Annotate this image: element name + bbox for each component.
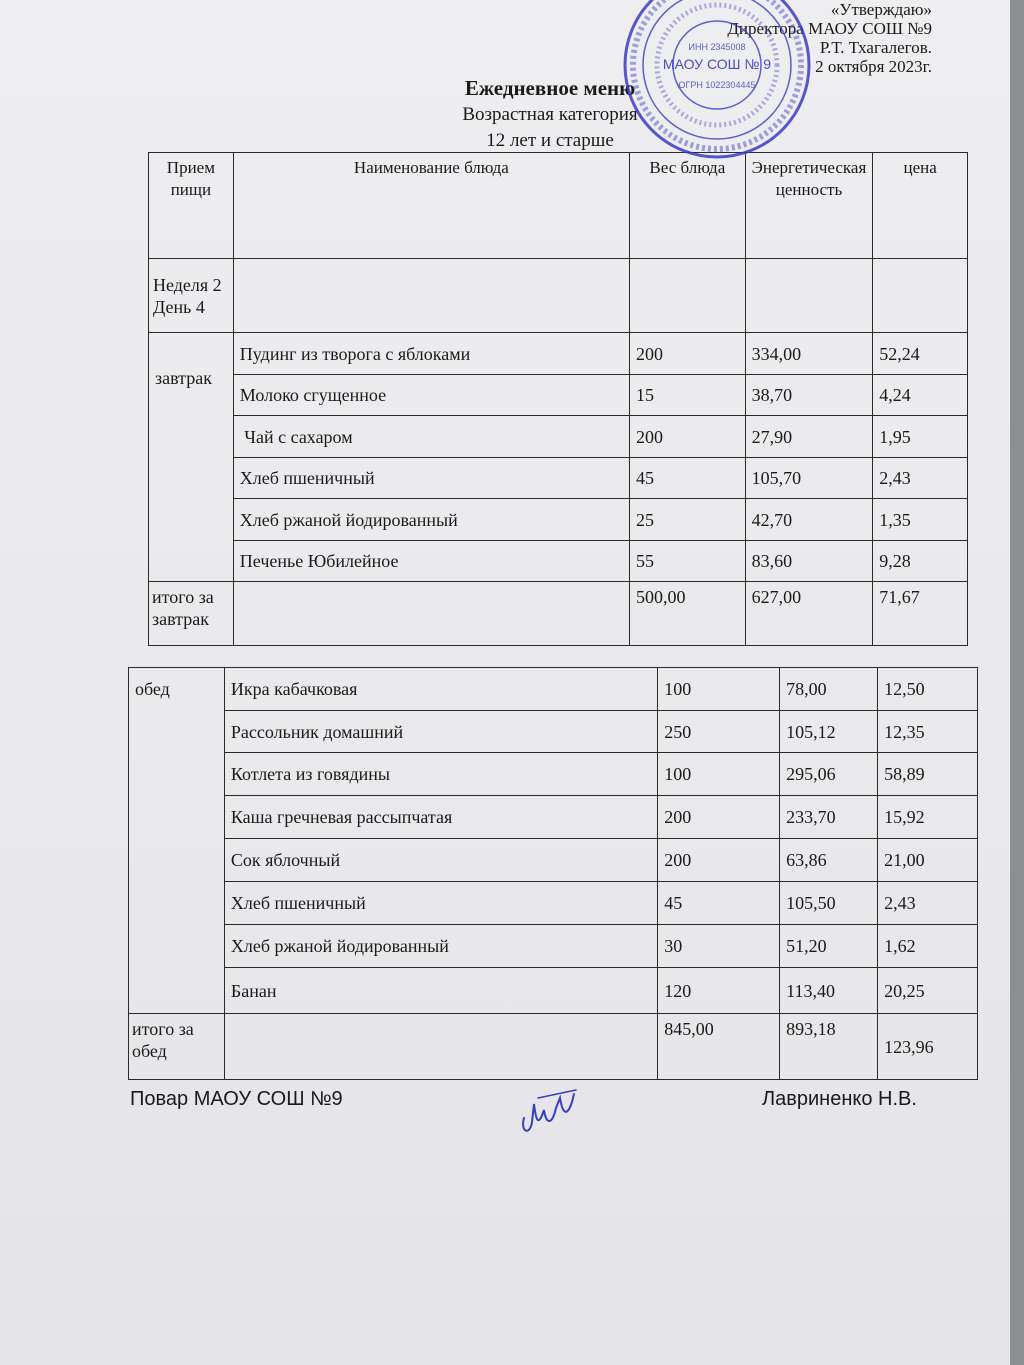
dish-price: 2,43 <box>878 882 978 925</box>
dish-energy: 233,70 <box>780 796 878 839</box>
dish-weight: 250 <box>658 711 780 753</box>
dish-name: Икра кабачковая <box>224 668 657 711</box>
dish-weight: 30 <box>658 925 780 968</box>
dish-price: 52,24 <box>873 333 968 375</box>
dish-price: 1,62 <box>878 925 978 968</box>
approval-line-2: Директора МАОУ СОШ №9 <box>727 19 932 38</box>
dish-weight: 200 <box>629 333 745 375</box>
dish-weight: 15 <box>629 375 745 416</box>
dish-name: Хлеб пшеничный <box>224 882 657 925</box>
week-day-cell <box>149 259 234 333</box>
header-energy: Энергетическая ценность <box>745 153 873 259</box>
table-row <box>149 541 968 582</box>
stamp-center-text: МАОУ СОШ № 9 <box>662 56 772 72</box>
breakfast-table <box>148 152 968 646</box>
dish-name: Котлета из говядины <box>224 753 657 796</box>
lunch-total-label: итого за обед <box>129 1014 225 1080</box>
dish-weight: 200 <box>658 796 780 839</box>
table-row <box>149 416 968 458</box>
total-weight: 845,00 <box>658 1014 780 1080</box>
cook-name: Лавриненко Н.В. <box>762 1088 917 1110</box>
table-row <box>149 499 968 541</box>
dish-weight: 45 <box>658 882 780 925</box>
dish-name: Хлеб ржаной йодированный <box>233 499 629 541</box>
dish-weight: 100 <box>658 753 780 796</box>
dish-name: Банан <box>224 968 657 1014</box>
dish-name: Каша гречневая рассыпчатая <box>224 796 657 839</box>
lunch-table <box>128 667 978 1080</box>
page-title: Ежедневное меню <box>464 76 636 100</box>
dish-price: 4,24 <box>873 375 968 416</box>
dish-name: Хлеб пшеничный <box>233 458 629 499</box>
dish-price: 1,35 <box>873 499 968 541</box>
day-label: День 4 <box>153 296 205 317</box>
table-row <box>129 882 978 925</box>
total-price: 123,96 <box>878 1014 978 1080</box>
official-stamp <box>622 0 812 160</box>
table-row <box>129 925 978 968</box>
approval-line-1: «Утверждаю» <box>830 0 932 19</box>
dish-weight: 200 <box>658 839 780 882</box>
dish-name: Молоко сгущенное <box>233 375 629 416</box>
dish-price: 20,25 <box>878 968 978 1014</box>
dish-weight: 200 <box>629 416 745 458</box>
dish-price: 1,95 <box>873 416 968 458</box>
dish-energy: 38,70 <box>745 375 873 416</box>
dish-energy: 27,90 <box>745 416 873 458</box>
total-energy: 627,00 <box>745 582 873 646</box>
stamp-inn-text: ИНН 2345008 <box>688 42 746 52</box>
table-row <box>129 796 978 839</box>
dish-weight: 120 <box>658 968 780 1014</box>
dish-weight: 25 <box>629 499 745 541</box>
dish-energy: 83,60 <box>745 541 873 582</box>
cook-label: Повар МАОУ СОШ №9 <box>130 1088 343 1110</box>
table-row <box>129 839 978 882</box>
dish-name: Печенье Юбилейное <box>233 541 629 582</box>
table-row <box>129 968 978 1014</box>
dish-weight: 45 <box>629 458 745 499</box>
table-header-row <box>149 153 968 259</box>
stamp-ogrn-text: ОГРН 1022304445 <box>678 80 756 90</box>
dish-price: 21,00 <box>878 839 978 882</box>
dish-weight: 100 <box>658 668 780 711</box>
approval-line-4: 2 октября 2023г. <box>815 57 932 76</box>
dish-price: 9,28 <box>873 541 968 582</box>
breakfast-total-row <box>149 582 968 646</box>
week-label: Неделя 2 <box>153 274 222 295</box>
dish-energy: 113,40 <box>780 968 878 1014</box>
age-range-label: 12 лет и старше <box>486 130 614 151</box>
dish-price: 2,43 <box>873 458 968 499</box>
dish-energy: 51,20 <box>780 925 878 968</box>
header-meal: Прием пищи <box>149 153 234 259</box>
dish-energy: 334,00 <box>745 333 873 375</box>
total-price: 71,67 <box>873 582 968 646</box>
dish-price: 15,92 <box>878 796 978 839</box>
dish-energy: 78,00 <box>780 668 878 711</box>
total-energy: 893,18 <box>780 1014 878 1080</box>
dish-name: Чай с сахаром <box>233 416 629 458</box>
table-row <box>149 458 968 499</box>
dish-energy: 105,12 <box>780 711 878 753</box>
table-row <box>149 375 968 416</box>
dish-price: 58,89 <box>878 753 978 796</box>
header-weight: Вес блюда <box>629 153 745 259</box>
breakfast-total-label: итого за завтрак <box>149 582 234 646</box>
age-category-label: Возрастная категория <box>462 104 638 125</box>
dish-price: 12,50 <box>878 668 978 711</box>
table-row <box>129 668 978 711</box>
table-row <box>149 333 968 375</box>
signature-mark <box>516 1080 586 1140</box>
lunch-meal-label: обед <box>129 668 225 1014</box>
dish-price: 12,35 <box>878 711 978 753</box>
header-price: цена <box>873 153 968 259</box>
dish-energy: 42,70 <box>745 499 873 541</box>
table-row <box>129 711 978 753</box>
dish-name: Рассольник домашний <box>224 711 657 753</box>
breakfast-meal-label: завтрак <box>149 333 234 582</box>
header-dish: Наименование блюда <box>233 153 629 259</box>
dish-energy: 105,50 <box>780 882 878 925</box>
dish-name: Сок яблочный <box>224 839 657 882</box>
week-day-row <box>149 259 968 333</box>
dish-weight: 55 <box>629 541 745 582</box>
table-row <box>129 753 978 796</box>
lunch-total-row <box>129 1014 978 1080</box>
dish-energy: 105,70 <box>745 458 873 499</box>
total-weight: 500,00 <box>629 582 745 646</box>
dish-energy: 295,06 <box>780 753 878 796</box>
approval-line-3: Р.Т. Тхагалегов. <box>819 38 932 57</box>
dish-energy: 63,86 <box>780 839 878 882</box>
dish-name: Пудинг из творога с яблоками <box>233 333 629 375</box>
dish-name: Хлеб ржаной йодированный <box>224 925 657 968</box>
